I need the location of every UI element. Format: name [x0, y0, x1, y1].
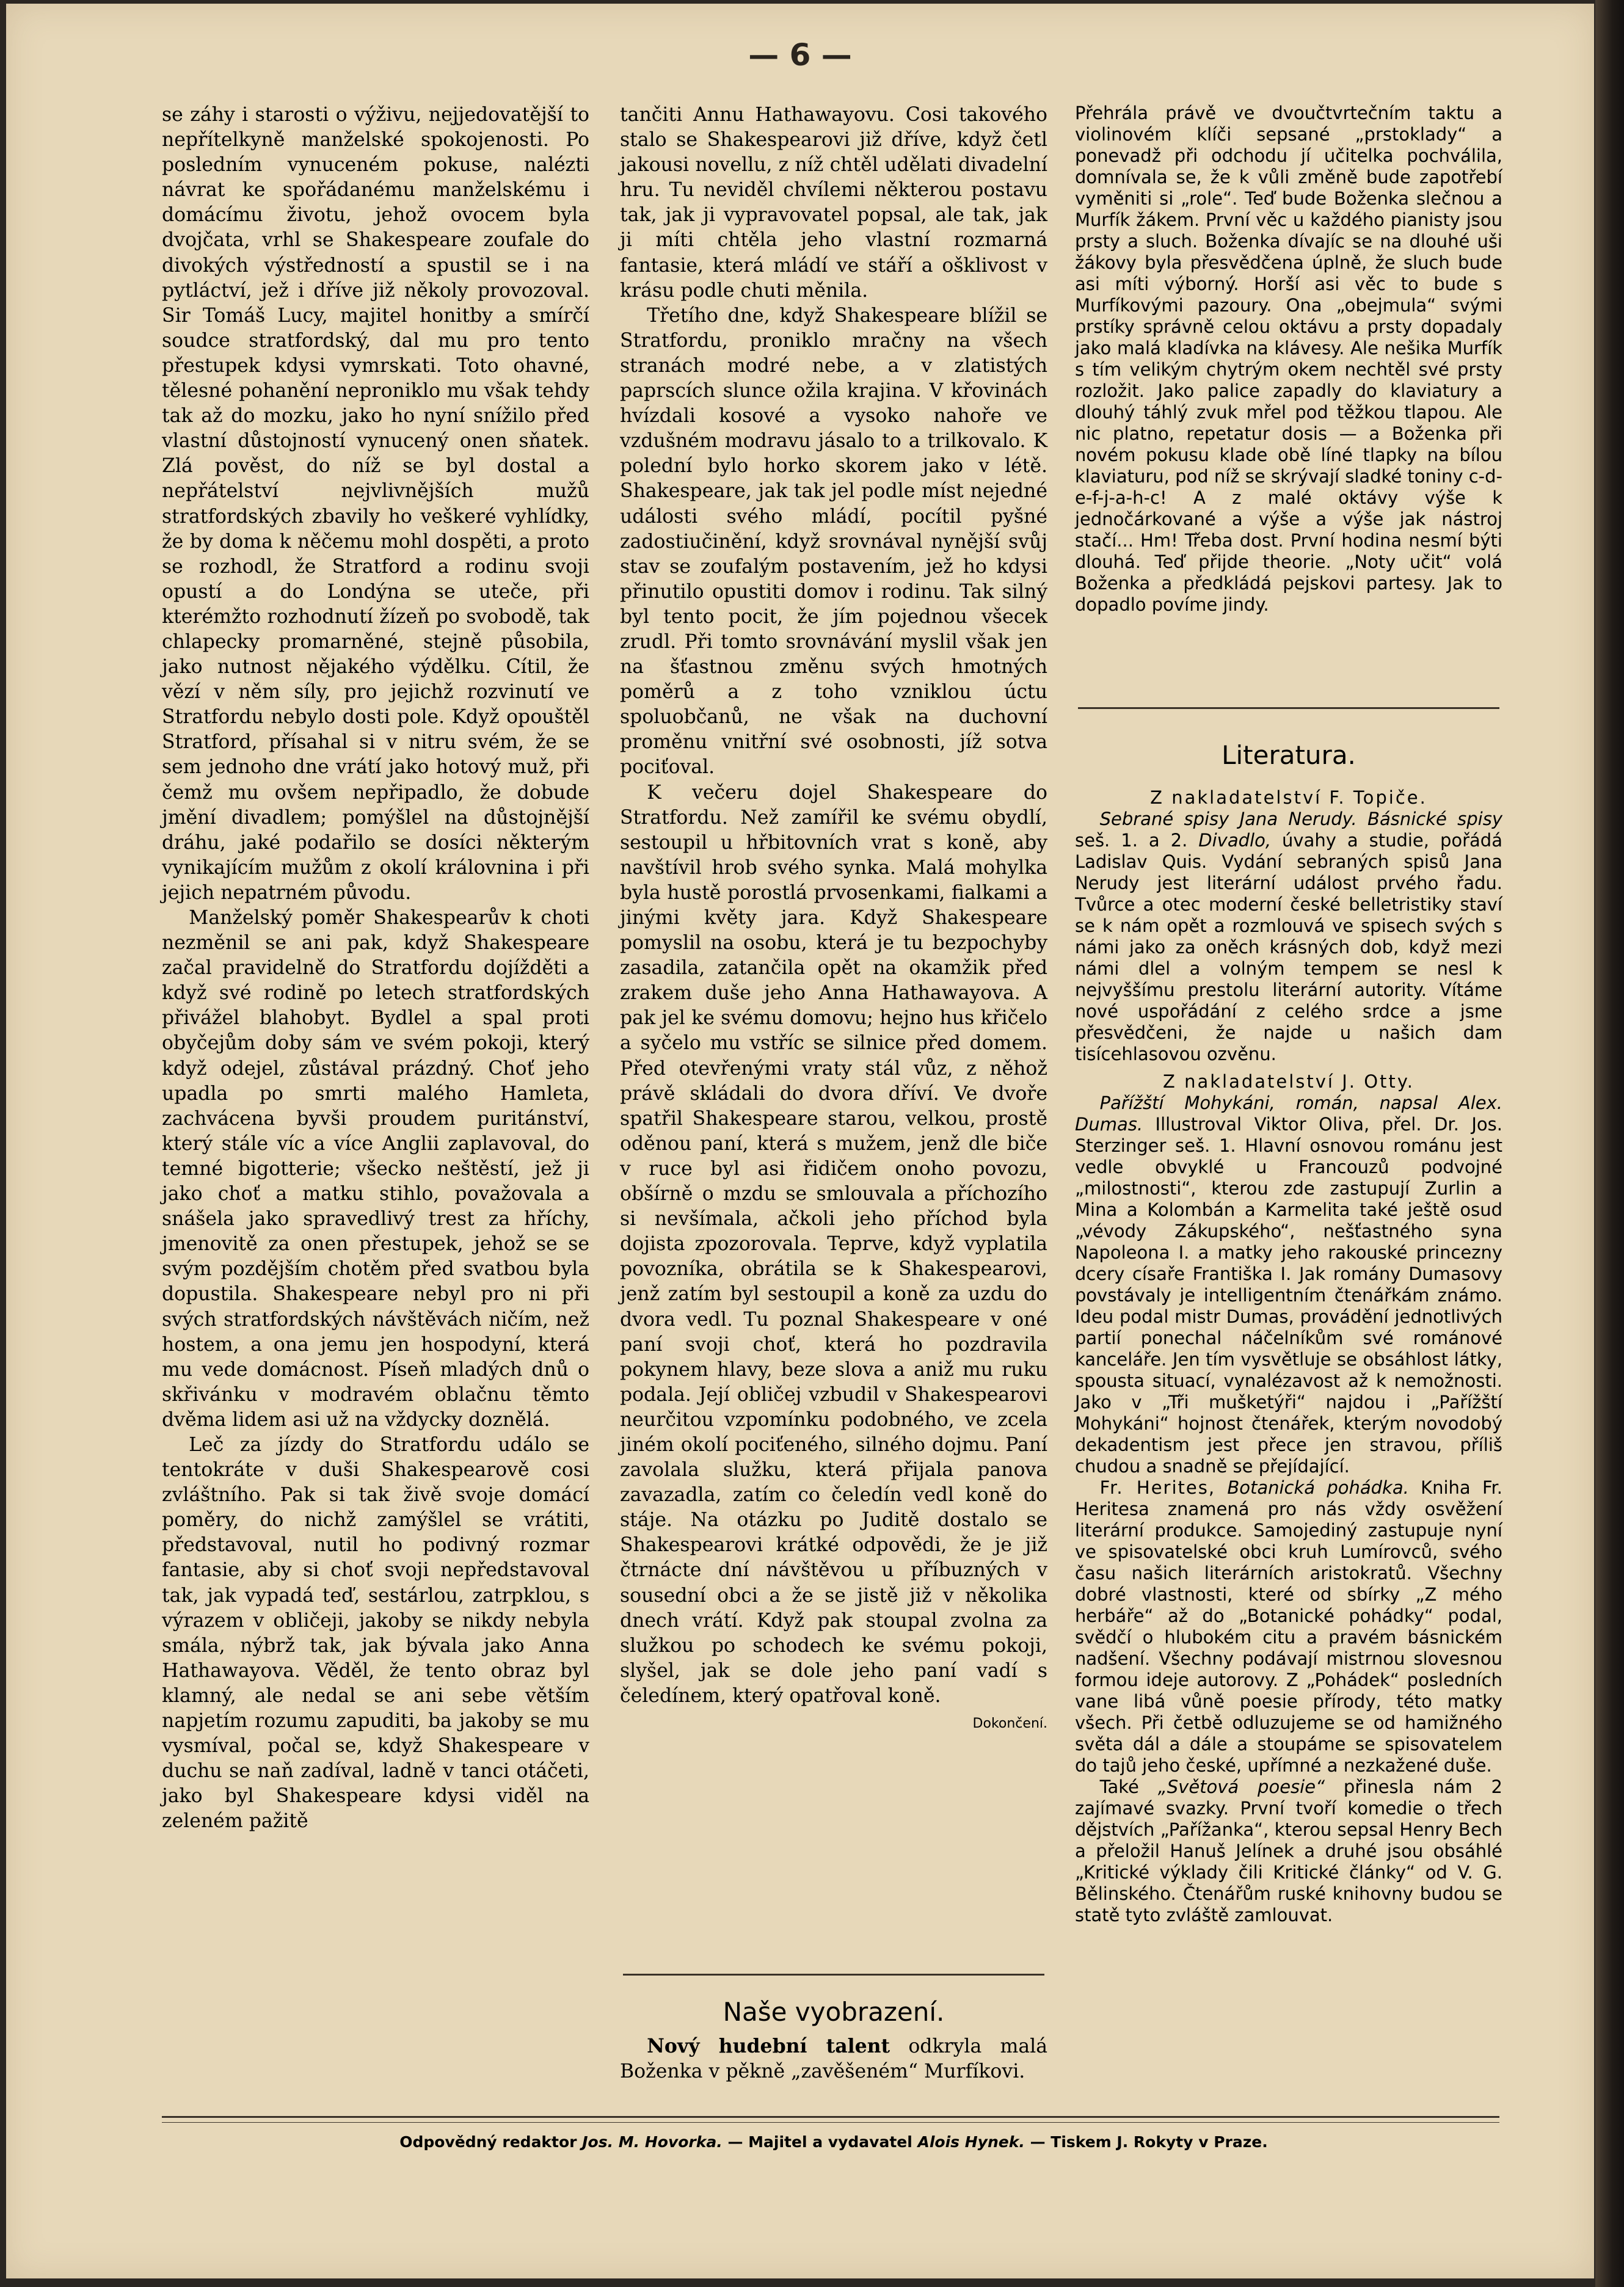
text-column-1 — [162, 103, 589, 1834]
page-number: — 6 — — [748, 37, 852, 73]
imprint-footer — [162, 2133, 1506, 2151]
herites-title: Botanická pohádka. — [1215, 1477, 1409, 1498]
neruda-title2: Divadlo, — [1198, 830, 1272, 851]
column1-paragraph: Manželský poměr Shakespearův k choti nezměnil se ani pak, když Shakespeare začal pravidelně do Stratfordu dojížděti a když své rodině po letech stratfordských přivážel blahobyt. Bydlel a spal proti obyčejům doby sám ve svém pokoji, který když odejel, zůstával prázdný. Choť jeho upadla po smrti malého Hamleta, zachvácena byvši proudem puritánství, který stále víc a více Anglii zaplavoval, do temné bigotterie; všecko neštěstí, jež ji jako choť a matku stihlo, považovala a snášela jako spravedlivý trest za hříchy, jmenovitě za onen přestupek, jehož se se svým pozdějším chotěm před svatbou byla dopustila. Shakespeare nebyl pro ni při svých stratfordských návštěvách ničím, než hostem, a ona jemu jen hospodyní, která mu vede domácnost. Píseň mladých dnů o skřivánku v modravém oblačnu těmto dvěma lidem asi už na vždycky doznělá. — [162, 907, 589, 1431]
herites-text: Kniha Fr. Heritesa znamená pro nás vždy osvěžení literární produkce. Samojediný zastupuje nyní ve spisovatelské obci kruh Lumírovců, svého času našich literárních aristokratů. Všechny dobré vlastnosti, které od sbírky „Z mého herbáře“ až do „Botanické pohádky“ podal, svědčí o hlubokém citu a pravém básnickém nadšení. Všechny podávají mistrnou slovesnou formou ideje autorovy. Z „Pohádek“ posledních vane libá vůně poesie přírody, této matky všech. Při četbě odluzujeme se od hamižného světa dál a dále a stoupáme se spisovatelem do tajů jeho české, upřímné a nezkažené duše. — [1075, 1477, 1503, 1776]
footer-text: Odpovědný redaktor — [399, 2133, 583, 2151]
column2-paragraph: K večeru dojel Shakespeare do Stratfordu. Než zamířil ke svému obydlí, sestoupil u hřbitovních vrat s koně, aby navštívil hrob svého synka. Malá mohylka byla hustě porostlá prvosenkami, fialkami a jinými květy jara. Když Shakespeare pomyslil na osobu, která je tu bezpochyby zasadila, zatančila opět na okamžik před zrakem duše jeho Anna Hathawayova. A pak jel ke svému domovu; hejno hus křičelo a syčelo mu vstříc se silnice před domem. Před otevřenými vraty stál vůz, z něhož právě skládali do dvora dříví. Ve dvoře spatřil Shakespeare starou, velkou, prostě oděnou paní, která s mužem, jenž dle biče v ruce byl asi řidičem onoho povozu, obšírně o mzdu se smlouvala a příchozího si nevšímala, ačkoli jeho příchod byla dojista zpozorovala. Teprve, když vyplatila povozníka, obrátila se k Shakespearovi, jenž zatím byl sestoupil a koně za uzdu do dvora vedl. Tu poznal Shakespeare v oné paní svoji choť, která ho pozdravila pokynem hlavy, beze slova a aniž mu ruku podala. Její obličej vzbudil v Shakespearovi neurčitou vzpomínku podobného, ve zcela jiném okolí pociťeného, silného dojmu. Paní zavolala služku, která přijala panova zavazadla, zatím co čeledín vedl koně do stáje. Na otázku po Juditě dostalo se Shakespearovi krátké odpovědi, že je již čtrnácte dní návštěvou u příbuzných v sousední obci a že se jistě již v několika dnech vrátí. Když pak stoupal zvolna za služkou po schodech ke svému pokoji, slyšel, jak se dole jeho paní vadí s čeledínem, který opatřoval koně. — [620, 781, 1047, 1707]
dumas-title: Pařížští Mohykáni, román, napsal Alex. Dumas. — [1075, 1093, 1502, 1135]
text-column-2 — [620, 103, 1047, 1736]
svetova-text: přinesla nám 2 zajímavé svazky. První tvoří komedie o třech dějstvích „Pařížanka“, kterou sepsal Henry Bech a přeložil Hanuš Jelínek a druhé jsou obsáhlé „Kritické výklady čili Kritické články“ od V. G. Bělinského. Čtenářům ruské knihovny budou se statě tyto zvláště zamlouvat. — [1075, 1776, 1502, 1925]
svetova-title: „Světová poesie“ — [1157, 1776, 1325, 1797]
svetova-pre: Také — [1099, 1776, 1158, 1797]
literatura-body — [1075, 779, 1502, 1926]
column2-paragraph: Třetího dne, když Shakespeare blížil se Stratfordu, proniklo mračny na všech stranách modré nebe, a v zlatistých paprscích slunce ožila krajina. V křovinách hvízdali kosové a vysoko nahoře ve vzdušném modravu jásalo to a trilkovalo. K polední bylo horko skorem jako v létě. Shakespeare, jak tak jel podle míst nejedné události svého mládí, pocítil pyšné zadostiučinění, když srovnával nynější svůj stav se zoufalým postavením, jež ho kdysi přinutilo opustiti domov i rodinu. Tak silný byl tento pocit, že jím pojednou všecek zrudl. Při tomto srovnávání myslil však jen na šťastnou změnu svých hmotných poměrů a z toho vzniklou úctu spoluobčanů, ne však na duchovní proměnu vnitřní své osobnosti, jíž sotva pociťoval. — [620, 304, 1047, 779]
publisher-heading: Z nakladatelství F. Topiče. — [1150, 787, 1427, 808]
owner-name: Alois Hynek. — [917, 2133, 1025, 2151]
neruda-title: Sebrané spisy Jana Nerudy. Básnické spisy — [1099, 809, 1502, 829]
footer-text: — Majitel a vydavatel — [722, 2133, 918, 2151]
column1-paragraph: se záhy i starosti o výživu, nejjedovatější to nepřítelkyně manželské spokojenosti. Po posledním vynuceném pokuse, nalézti návrat ke spořádanému manželskému i domácímu životu, jehož ovocem byla dvojčata, vrhl se Shakespeare zoufale do divokých výstředností a spustil se i na pytláctví, jež i dříve již několy provozoval. Sir Tomáš Lucy, majitel honitby a smírčí soudce stratfordský, dal mu pro tento přestupek kdysi vymrskati. Toto ohavné, tělesné pohanění neproniklo mu však tehdy tak až do mozku, jako ho nyní snížilo před vlastní důstojností vynucený onen sňatek. Zlá pověst, do níž se byl dostal a nepřátelství nejvlivnějších mužů stratfordských zbavily ho veškeré vyhlídky, že by doma k něčemu mohl dospěti, a proto se rozhodl, že Stratford a rodinu svoji opustí a do Londýna se uteče, při kterémžto rozhodnutí žízeň po svobodě, tak chlapecky promarněné, stejně působila, jako nutnost nějakého výdělku. Cítil, že vězí v něm síly, pro jejichž rozvinutí ve Stratfordu nebylo dosti pole. Když opouštěl Stratford, přísahal si v nitru svém, že se sem jednoho dne vrátí jako hotový muž, při čemž mu ovšem nepřipadlo, že dobude jmění divadlem; pomýšlel na důstojnější dráhu, jaké podařilo se dosíci některým vynikajícím mužům z okolí královnina i při jejich nepatrném původu. — [162, 104, 589, 904]
continuation-note: Dokončení. — [972, 1716, 1047, 1731]
neruda-text: seš. 1. a 2. — [1075, 830, 1199, 851]
section-divider — [1078, 707, 1499, 709]
neruda-text2: úvahy a studie, pořádá Ladislav Quis. Vydání sebraných spisů Jana Nerudy jest literární událost prvého řadu. Tvůrce a otec moderní české belletristiky staví se k nám opět a rozmlouvá ve spisech svých s námi jako za oněch krásných dob, když mezi námi dlel a volným tempem se nesl k nejvyššímu prestolu literární autority. Vítáme nové uspořádání z celého srdce a jsme přesvědčeni, že najde u našich dam tisícehlasovou ozvěnu. — [1075, 830, 1502, 1064]
footer-rule — [162, 2116, 1499, 2118]
section-title-literatura: Literatura. — [1222, 740, 1356, 770]
dumas-text: Illustroval Viktor Oliva, přel. Dr. Jos. Sterzinger seš. 1. Hlavní osnovou románu jest vedle obvyklé u Francouzů podvojné „milostnosti“, kterou zde zastupují Zurlin a Mina a Kolombán a Karmelita také ještě osud „vévody Zákupského“, nešťastného syna Napoleona I. a matky jeho rakouské princezny dcery císaře Františka I. Jak romány Dumasovy povstávaly je intelligentním čtenářkám známo. Ideu podal mistr Dumas, provádění jednotlivých partií ponechal náčelníkům své románové kanceláře. Jen tím vysvětluje se obsáhlost látky, spousta situací, vynalézavost až k nemožnosti. Jako v „Tři mušketýři“ najdou i „Pařížští Mohykáni“ hojnost čtenářek, kterým novodobý dekadentism jest přece jen stravou, příliš chudou a snadně se přejídající. — [1075, 1114, 1502, 1477]
vyobrazeni-text: odkryla malá Boženka v pěkně „zavěšeném“ Murfíkovi. — [620, 2035, 1047, 2082]
column2-paragraph: tančiti Annu Hathawayovu. Cosi takového stalo se Shakespearovi již dříve, když četl jakousi novellu, z níž chtěl udělati divadelní hru. Tu neviděl chvílemi některou postavu tak, jak ji vypravovatel popsal, ale tak, jak ji míti chtěla jeho vlastní rozmarná fantasie, která mládí ve stáří a ošklivost v krásu podle chuti měnila. — [620, 104, 1047, 302]
vyobrazeni-caption — [620, 2034, 1047, 2084]
section-title-nase-vyobrazeni: Naše vyobrazení. — [723, 1997, 945, 2027]
footer-rule-thin — [162, 2122, 1499, 2123]
herites-author: Fr. Herites, — [1099, 1477, 1216, 1498]
publisher-heading: Z nakladatelství J. Otty. — [1162, 1071, 1415, 1092]
editor-name: Jos. M. Hovorka. — [582, 2133, 723, 2151]
text-column-3 — [1075, 103, 1502, 616]
footer-text: — Tiskem J. Rokyty v Praze. — [1024, 2133, 1268, 2151]
binding-edge — [1595, 0, 1624, 2287]
column1-paragraph: Leč za jízdy do Stratfordu událo se tentokráte v duši Shakespearově cosi zvláštního. Pak si tak živě svoje domácí poměry, do nichž zamýšlel se vrátiti, představoval, nutil ho podivný rozmar fantasie, aby si choť svoji nepředstavoval tak, jak vypadá teď, sestárlou, zatrpklou, s výrazem v obličeji, jakoby se nikdy nebyla smála, nýbrž tak, jak bývala jako Anna Hathawayova. Věděl, že tento obraz byl klamný, ale nedal se ani sebe větším napjetím rozumu zapuditi, ba jakoby se mu vysmíval, počal se, když Shakespeare v duchu se naň zadíval, ladně v tanci otáčeti, jako byl Shakespeare kdysi viděl na zeleném pažitě — [162, 1433, 589, 1833]
section-divider — [623, 1974, 1044, 1976]
vyobrazeni-lead: Nový hudební talent — [647, 2035, 890, 2057]
vyobrazeni-continued: Přehrála právě ve dvoučtvrtečním taktu a violinovém klíči sepsané „prstoklady“ a ponevadž při odchodu jí učitelka pochválila, domnívala se, že k vůli změně bude zapotřebí vyměniti si „role“. Teď bude Boženka slečnou a Murfík žákem. První věc u každého pianisty jsou prsty a sluch. Boženka dívajíc se na dlouhé uši žákovy byla přesvědčena úplně, že sluch bude asi míti výborný. Horší asi věc to bude s Murfíkovými pazoury. Ona „obejmula“ svými prstíky správně celou oktávu a prsty dopadaly jako malá kladívka na klávesy. Ale nešika Murfík s tím velikým chytrým okem nechtěl své prsty rozložit. Jako palice zapadly do klaviatury a dlouhý táhlý zvuk mřel pod těžkou tlapou. Ale nic platno, repetatur dosis — a Boženka při novém pokusu klade obě líné tlapky na bílou klaviaturu, pod níž se skrývají sladké toniny c-d-e-f-j-a-h-c! A z malé oktávy výše k jednočárkované a výše a výše jak nástroj stačí... Hm! Třeba dost. První hodina nesmí býti dlouhá. Teď přijde theorie. „Noty učit“ volá Boženka a předkládá pejskovi partesy. Jak to dopadlo povíme jindy. — [1075, 103, 1502, 615]
